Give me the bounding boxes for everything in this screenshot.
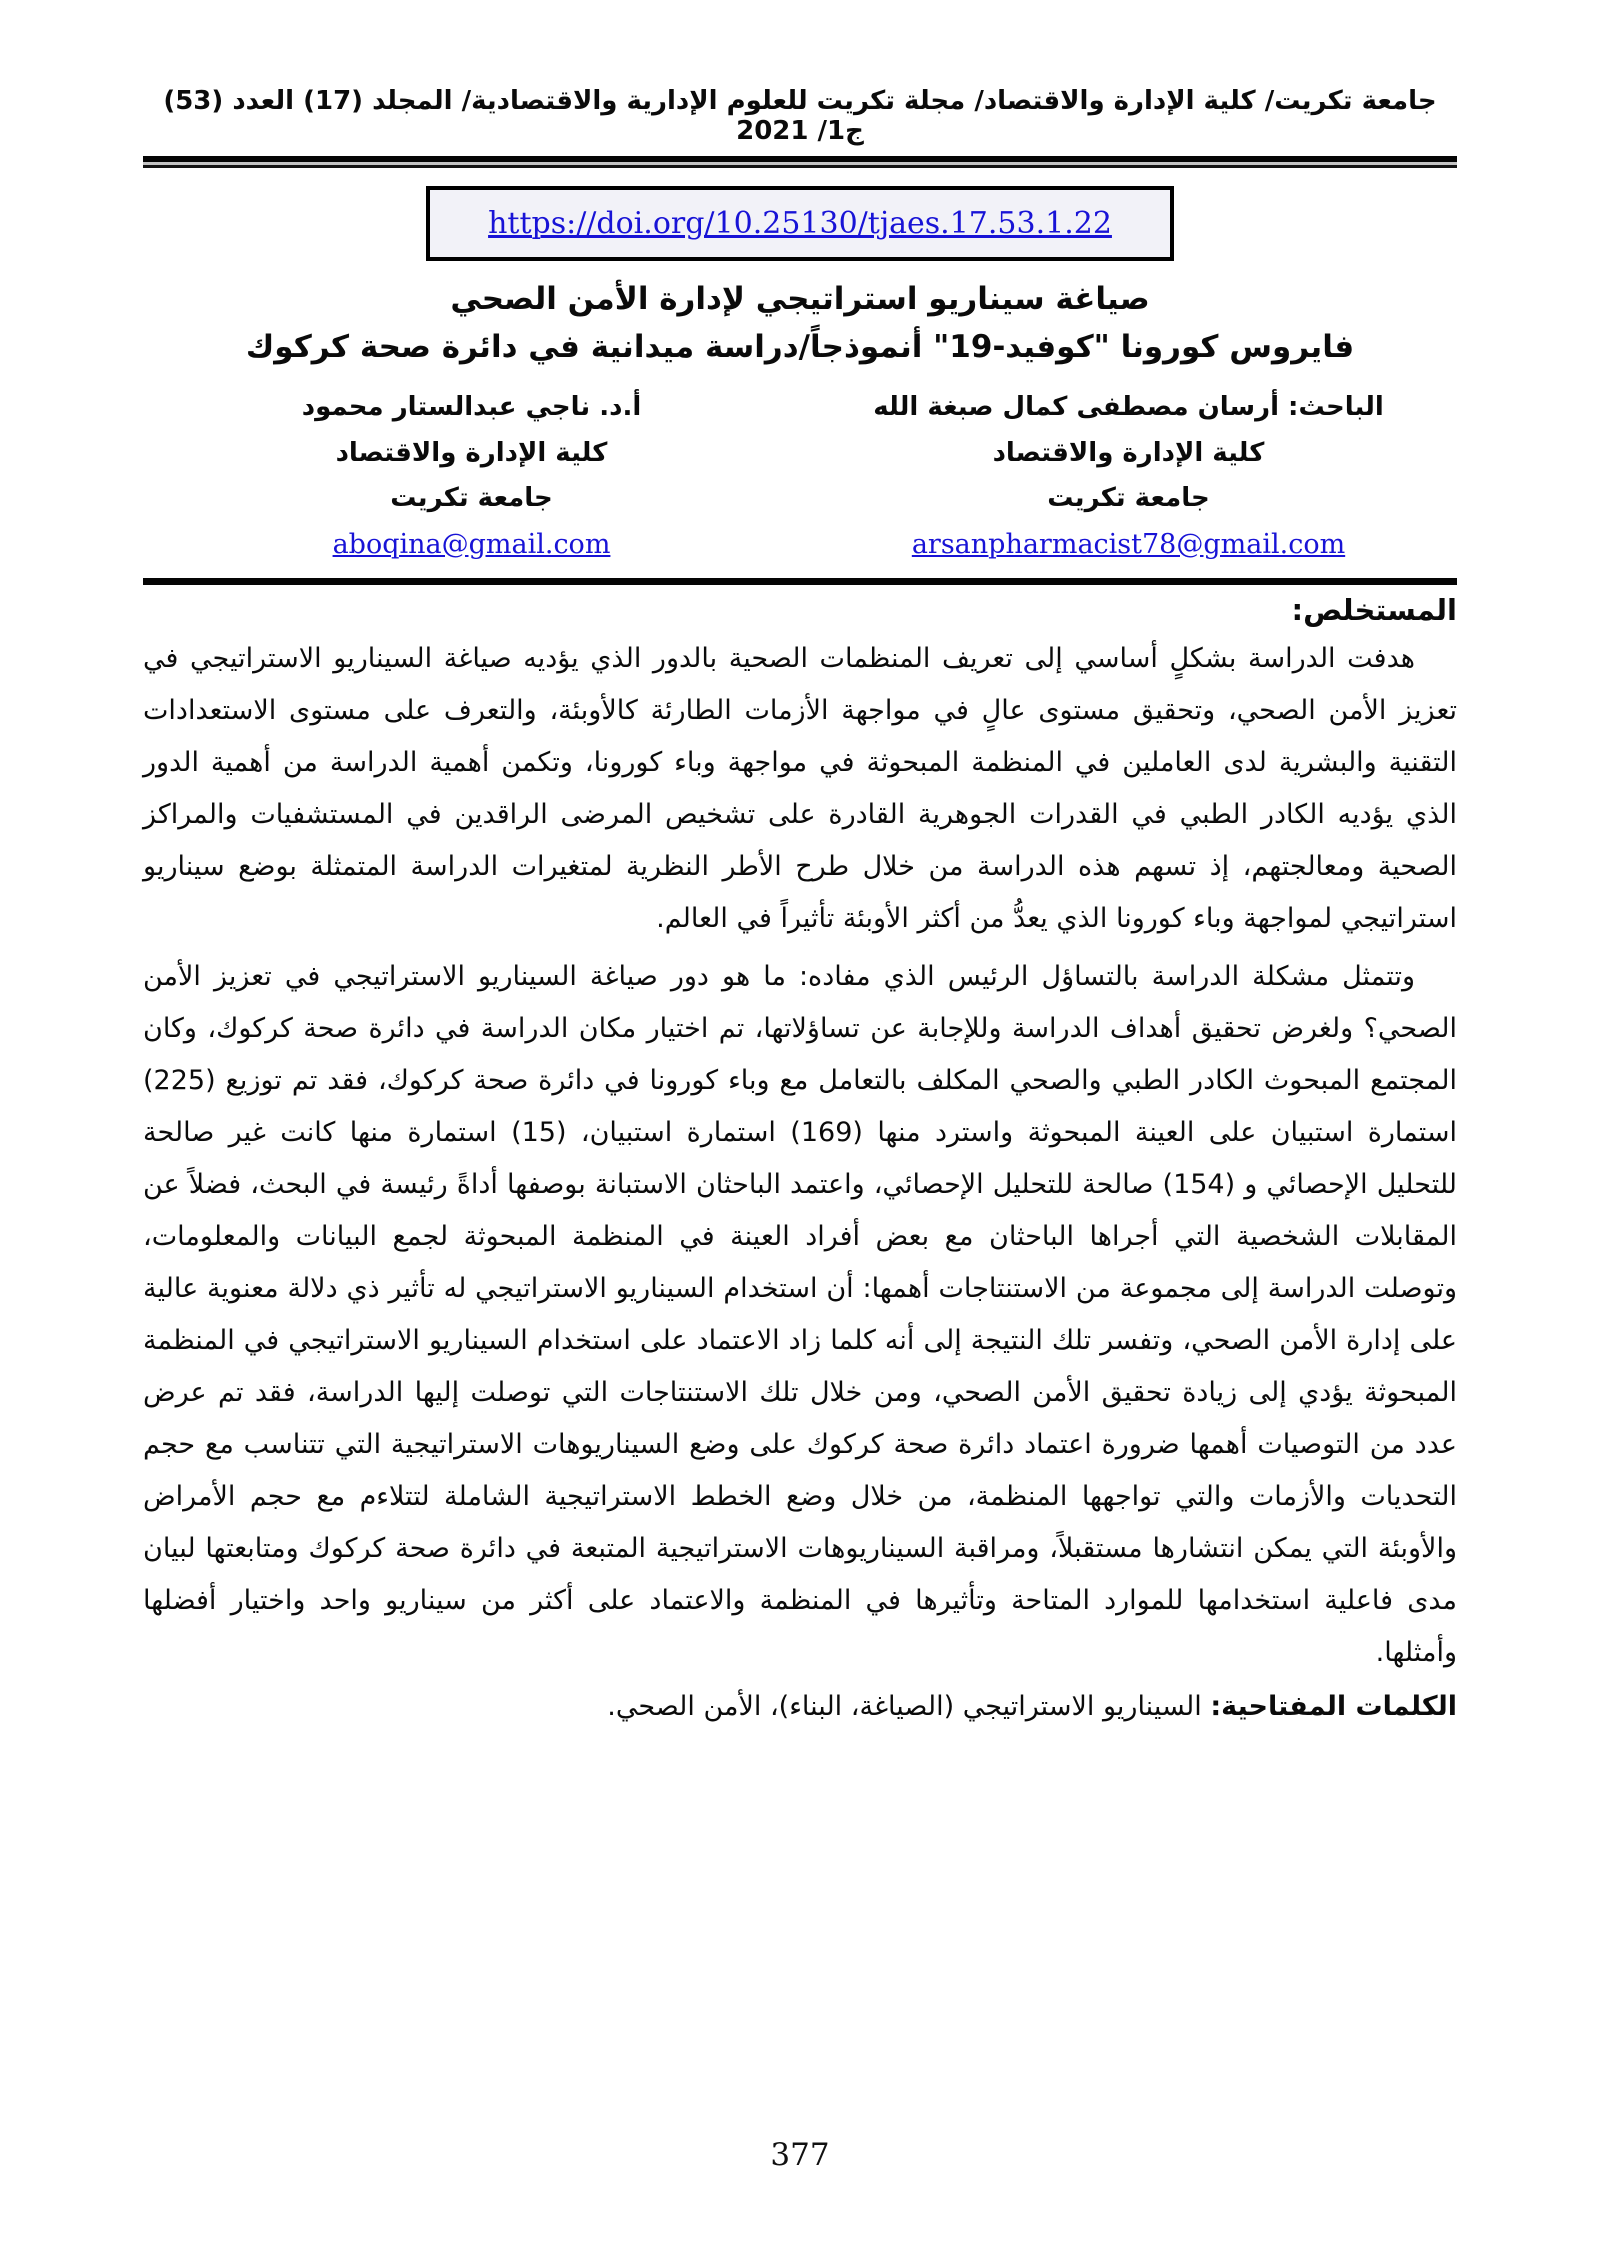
paper-title-line1: صياغة سيناريو استراتيجي لإدارة الأمن الصحي	[450, 281, 1150, 317]
author-first-university: جامعة تكريت	[1047, 483, 1210, 514]
author-first-email-link[interactable]: arsanpharmacist78@gmail.com	[911, 528, 1346, 560]
author-second-university: جامعة تكريت	[390, 483, 553, 514]
author-first-column	[800, 391, 1457, 574]
paper-title	[143, 275, 1457, 371]
abstract-top-rule	[143, 578, 1457, 585]
author-second-email-link[interactable]: aboqina@gmail.com	[332, 528, 611, 560]
paper-title-line2: فايروس كورونا "كوفيد-19" أنموذجاً/دراسة ميدانية في دائرة صحة كركوك	[245, 329, 1355, 366]
abstract-heading: المستخلص:	[1291, 593, 1457, 628]
author-first-email-row	[800, 528, 1457, 562]
author-second-column	[143, 391, 800, 574]
journal-header-line: جامعة تكريت/ كلية الإدارة والاقتصاد/ مجلة تكريت للعلوم الإدارية والاقتصادية/ المجلد (17) العدد (53) ج1/ 2021	[163, 86, 1437, 146]
author-second-college: كلية الإدارة والاقتصاد	[335, 437, 608, 468]
authors-block	[143, 391, 1457, 574]
author-second-email-row	[143, 528, 800, 562]
keywords-label: الكلمات المفتاحية:	[1210, 1691, 1457, 1723]
author-first-college: كلية الإدارة والاقتصاد	[992, 437, 1265, 468]
page-number: 377	[770, 2137, 830, 2173]
abstract-paragraph-1: هدفت الدراسة بشكلٍ أساسي إلى تعريف المنظمات الصحية بالدور الذي يؤديه صياغة السيناريو الاستراتيجي في تعزيز الأمن الصحي، وتحقيق مستوى عالٍ في مواجهة الأزمات الطارئة كالأوبئة، والتعرف على مستوى الاستعدادات التقنية والبشرية لدى العاملين في المنظمة المبحوثة في مواجهة وباء كورونا، وتكمن أهمية الدراسة من أهمية الدور الذي يؤديه الكادر الطبي في القدرات الجوهرية القادرة على تشخيص المرضى الراقدين في المستشفيات والمراكز الصحية ومعالجتهم، إذ تسهم هذه الدراسة من خلال طرح الأطر النظرية لمتغيرات الدراسة المتمثلة بوضع سيناريو استراتيجي لمواجهة وباء كورونا الذي يعدُّ من أكثر الأوبئة تأثيراً في العالم.	[143, 643, 1457, 935]
doi-box	[426, 186, 1174, 261]
abstract-paragraph-2: وتتمثل مشكلة الدراسة بالتساؤل الرئيس الذي مفاده: ما هو دور صياغة السيناريو الاستراتيجي في تعزيز الأمن الصحي؟ ولغرض تحقيق أهداف الدراسة وللإجابة عن تساؤلاتها، تم اختيار مكان الدراسة في دائرة صحة كركوك، وكان المجتمع المبحوث الكادر الطبي والصحي المكلف بالتعامل مع وباء كورونا في دائرة صحة كركوك، فقد تم توزيع (225) استمارة استبيان على العينة المبحوثة واسترد منها (169) استمارة استبيان، (15) استمارة منها كانت غير صالحة للتحليل الإحصائي و (154) صالحة للتحليل الإحصائي، واعتمد الباحثان الاستبانة بوصفها أداةً رئيسة في البحث، فضلاً عن المقابلات الشخصية التي أجراها الباحثان مع بعض أفراد العينة في المنظمة المبحوثة لجمع البيانات والمعلومات، وتوصلت الدراسة إلى مجموعة من الاستنتاجات أهمها: أن استخدام السيناريو الاستراتيجي له تأثير ذي دلالة معنوية عالية على إدارة الأمن الصحي، وتفسر تلك النتيجة إلى أنه كلما زاد الاعتماد على استخدام السيناريو الاستراتيجي في المنظمة المبحوثة يؤدي إلى زيادة تحقيق الأمن الصحي، ومن خلال تلك الاستنتاجات التي توصلت إليها الدراسة، فقد تم عرض عدد من التوصيات أهمها ضرورة اعتماد دائرة صحة كركوك على وضع السيناريوهات الاستراتيجية التي تتناسب مع حجم التحديات والأزمات والتي تواجهها المنظمة، من خلال وضع الخطط الاستراتيجية الشاملة لتتلاءم مع حجم الأمراض والأوبئة التي يمكن انتشارها مستقبلاً، ومراقبة السيناريوهات الاستراتيجية المتبعة في دائرة صحة كركوك ومتابعتها لبيان مدى فاعلية استخدامها للموارد المتاحة وتأثيرها في المنظمة والاعتماد على أكثر من سيناريو واحد واختيار أفضلها وأمثلها.	[143, 961, 1458, 1669]
doi-container	[143, 186, 1457, 261]
keywords-line	[143, 1681, 1457, 1733]
doi-link[interactable]: https://doi.org/10.25130/tjaes.17.53.1.22	[488, 206, 1112, 241]
author-first-name: الباحث: أرسان مصطفى كمال صبغة الله	[873, 392, 1384, 423]
author-second-name: أ.د. ناجي عبدالستار محمود	[301, 392, 642, 423]
keywords-text: السيناريو الاستراتيجي (الصياغة، البناء)، الأمن الصحي.	[607, 1691, 1211, 1723]
header-double-rule	[143, 156, 1457, 168]
